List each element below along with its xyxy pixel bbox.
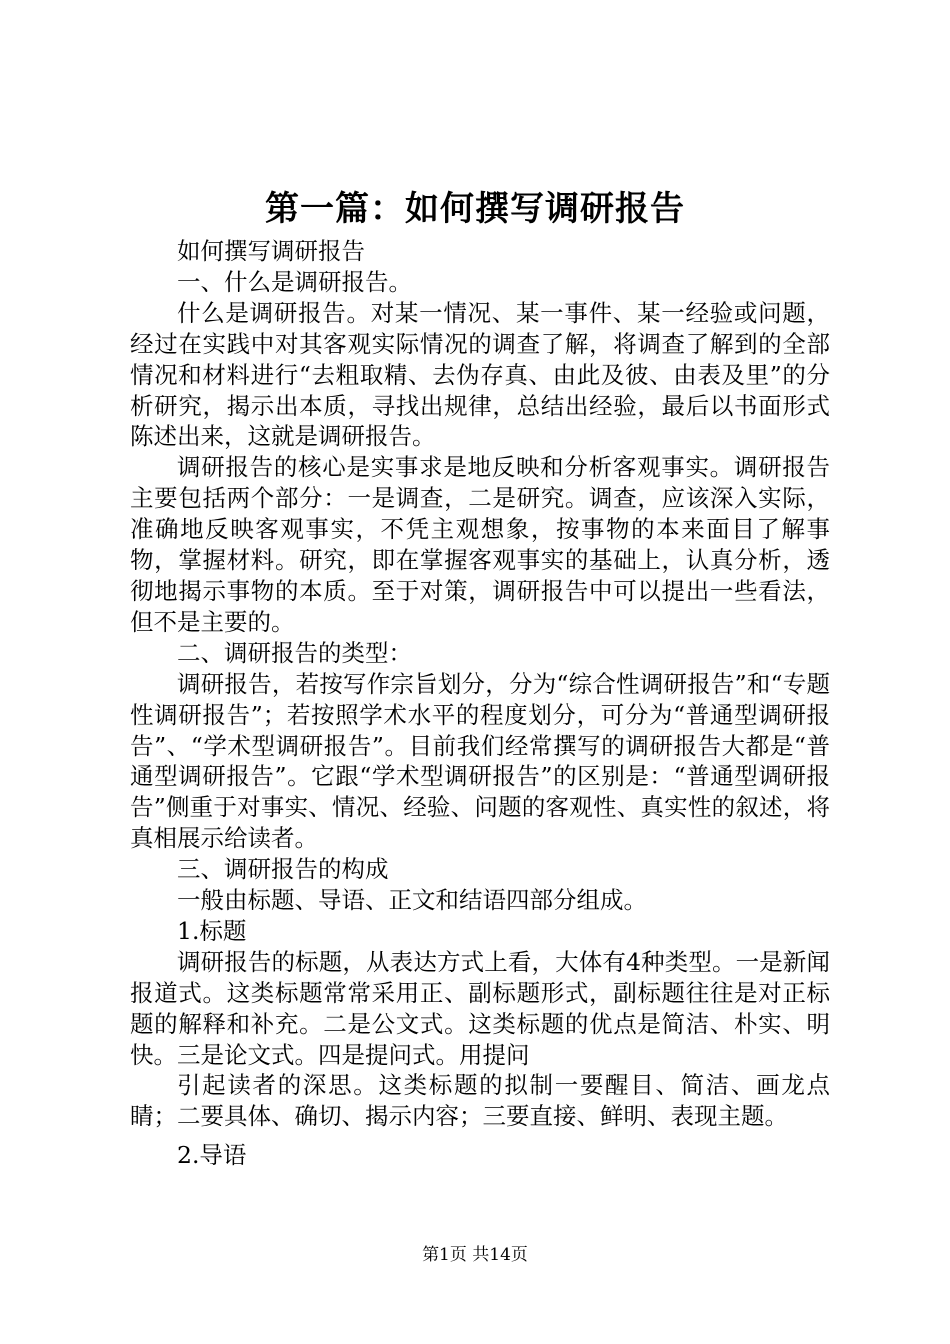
document-body <box>130 236 830 1171</box>
paragraph-core: 调研报告的核心是实事求是地反映和分析客观事实。调研报告主要包括两个部分：一是调查，二是研究。调查，应该深入实际，准确地反映客观事实，不凭主观想象，按事物的本来面目了解事物，掌握材料。研究，即在掌握客观事实的基础上，认真分析，透彻地揭示事物的本质。至于对策，调研报告中可以提出一些看法，但不是主要的。 <box>130 453 830 636</box>
paragraph-types: 调研报告，若按写作宗旨划分，分为“综合性调研报告”和“专题性调研报告”；若按照学术水平的程度划分，可分为“普通型调研报告”、“学术型调研报告”。目前我们经常撰写的调研报告大都是“普通型调研报告”。它跟“学术型调研报告”的区别是：“普通型调研报告”侧重于对事实、情况、经验、问题的客观性、真实性的叙述，将真相展示给读者。 <box>130 669 830 853</box>
paragraph-heading-1: 一、什么是调研报告。 <box>177 267 412 296</box>
page-number: 第1页 共14页 <box>422 1245 528 1265</box>
paragraph-lead-heading: 2.导语 <box>177 1141 247 1170</box>
paragraph-title-heading: 1.标题 <box>177 916 247 945</box>
paragraph-composition: 一般由标题、导语、正文和结语四部分组成。 <box>177 886 647 915</box>
paragraph-heading-3: 三、调研报告的构成 <box>177 855 389 884</box>
paragraph-title-requirements: 引起读者的深思。这类标题的拟制一要醒目、简洁、画龙点睛；二要具体、确切、揭示内容；三要直接、鲜明、表现主题。 <box>130 1071 830 1131</box>
paragraph-title-types: 调研报告的标题，从表达方式上看，大体有4种类型。一是新闻报道式。这类标题常常采用正、副标题形式，副标题往往是对正标题的解释和补充。二是公文式。这类标题的优点是简洁、朴实、明快。三是论文式。四是提问式。用提问 <box>130 947 830 1069</box>
document-title: 第一篇：如何撰写调研报告 <box>265 189 685 229</box>
paragraph-heading-2: 二、调研报告的类型： <box>177 638 412 667</box>
paragraph-subtitle: 如何撰写调研报告 <box>177 237 365 265</box>
paragraph-definition: 什么是调研报告。对某一情况、某一事件、某一经验或问题，经过在实践中对其客观实际情况的调查了解，将调查了解到的全部情况和材料进行“去粗取精、去伪存真、由此及彼、由表及里”的分析研究，揭示出本质，寻找出规律，总结出经验，最后以书面形式陈述出来，这就是调研报告。 <box>130 298 830 451</box>
